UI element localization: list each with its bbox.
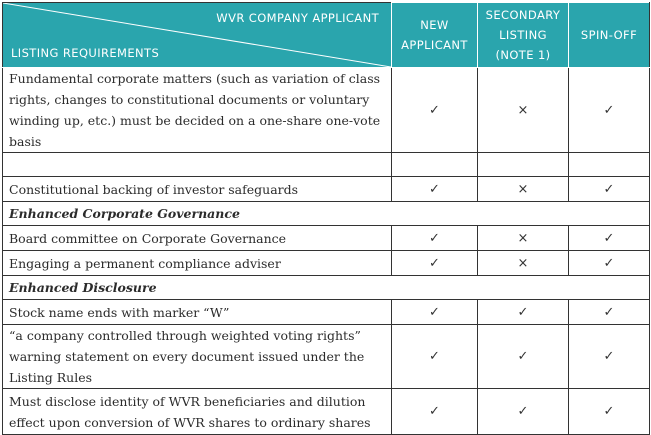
- table-row: [3, 325, 650, 389]
- spin-off-mark: ✓: [569, 389, 650, 435]
- secondary-listing-mark: [478, 153, 569, 177]
- header-secondary-line2: LISTING: [499, 28, 547, 42]
- table-row: [3, 68, 650, 153]
- header-new-applicant: [392, 3, 478, 68]
- secondary-listing-mark: ×: [478, 177, 569, 202]
- new-applicant-mark: ✓: [392, 251, 478, 276]
- new-applicant-mark: ✓: [392, 177, 478, 202]
- header-row: [3, 3, 650, 68]
- requirement-text: Stock name ends with marker “W”: [3, 300, 392, 325]
- spin-off-mark: ✓: [569, 251, 650, 276]
- requirement-text: [3, 153, 392, 177]
- spin-off-mark: [569, 153, 650, 177]
- new-applicant-mark: ✓: [392, 226, 478, 251]
- secondary-listing-mark: ✓: [478, 389, 569, 435]
- table-row: [3, 389, 650, 435]
- header-spin-off: SPIN-OFF: [569, 3, 650, 68]
- table-row: [3, 177, 650, 202]
- requirements-header-label: LISTING REQUIREMENTS: [11, 46, 160, 60]
- new-applicant-mark: ✓: [392, 325, 478, 389]
- requirement-text: Engaging a permanent compliance adviser: [3, 251, 392, 276]
- header-secondary-listing: [478, 3, 569, 68]
- section-row: [3, 276, 650, 300]
- spin-off-mark: ✓: [569, 68, 650, 153]
- spin-off-mark: ✓: [569, 300, 650, 325]
- header-new-line2: APPLICANT: [401, 38, 468, 52]
- section-heading: Enhanced Disclosure: [3, 276, 650, 300]
- header-corner-cell: [3, 3, 392, 68]
- spin-off-mark: ✓: [569, 226, 650, 251]
- table-row: [3, 251, 650, 276]
- table-row: [3, 300, 650, 325]
- applicant-header-label: WVR COMPANY APPLICANT: [216, 11, 379, 25]
- requirement-text: Must disclose identity of WVR beneficiaries and dilution effect upon conversion of WVR shares to ordinary shares: [3, 389, 392, 435]
- requirement-text: Board committee on Corporate Governance: [3, 226, 392, 251]
- new-applicant-mark: [392, 153, 478, 177]
- section-heading: Enhanced Corporate Governance: [3, 202, 650, 226]
- secondary-listing-mark: ×: [478, 68, 569, 153]
- spin-off-mark: ✓: [569, 177, 650, 202]
- header-secondary-line3: (NOTE 1): [495, 48, 551, 62]
- new-applicant-mark: ✓: [392, 300, 478, 325]
- requirement-text: Constitutional backing of investor safeguards: [3, 177, 392, 202]
- listing-requirements-table: [2, 2, 650, 435]
- secondary-listing-mark: ×: [478, 251, 569, 276]
- requirement-text: Fundamental corporate matters (such as variation of class rights, changes to constitutional documents or voluntary winding up, etc.) must be decided on a one-share one-vote basis: [3, 68, 392, 153]
- section-row: [3, 202, 650, 226]
- spin-off-mark: ✓: [569, 325, 650, 389]
- secondary-listing-mark: ✓: [478, 300, 569, 325]
- table-row: [3, 226, 650, 251]
- requirement-text: “a company controlled through weighted voting rights” warning statement on every document issued under the Listing Rules: [3, 325, 392, 389]
- secondary-listing-mark: ✓: [478, 325, 569, 389]
- new-applicant-mark: ✓: [392, 389, 478, 435]
- new-applicant-mark: ✓: [392, 68, 478, 153]
- secondary-listing-mark: ×: [478, 226, 569, 251]
- header-new-line1: NEW: [420, 18, 449, 32]
- header-secondary-line1: SECONDARY: [485, 8, 561, 22]
- blank-row: [3, 153, 650, 177]
